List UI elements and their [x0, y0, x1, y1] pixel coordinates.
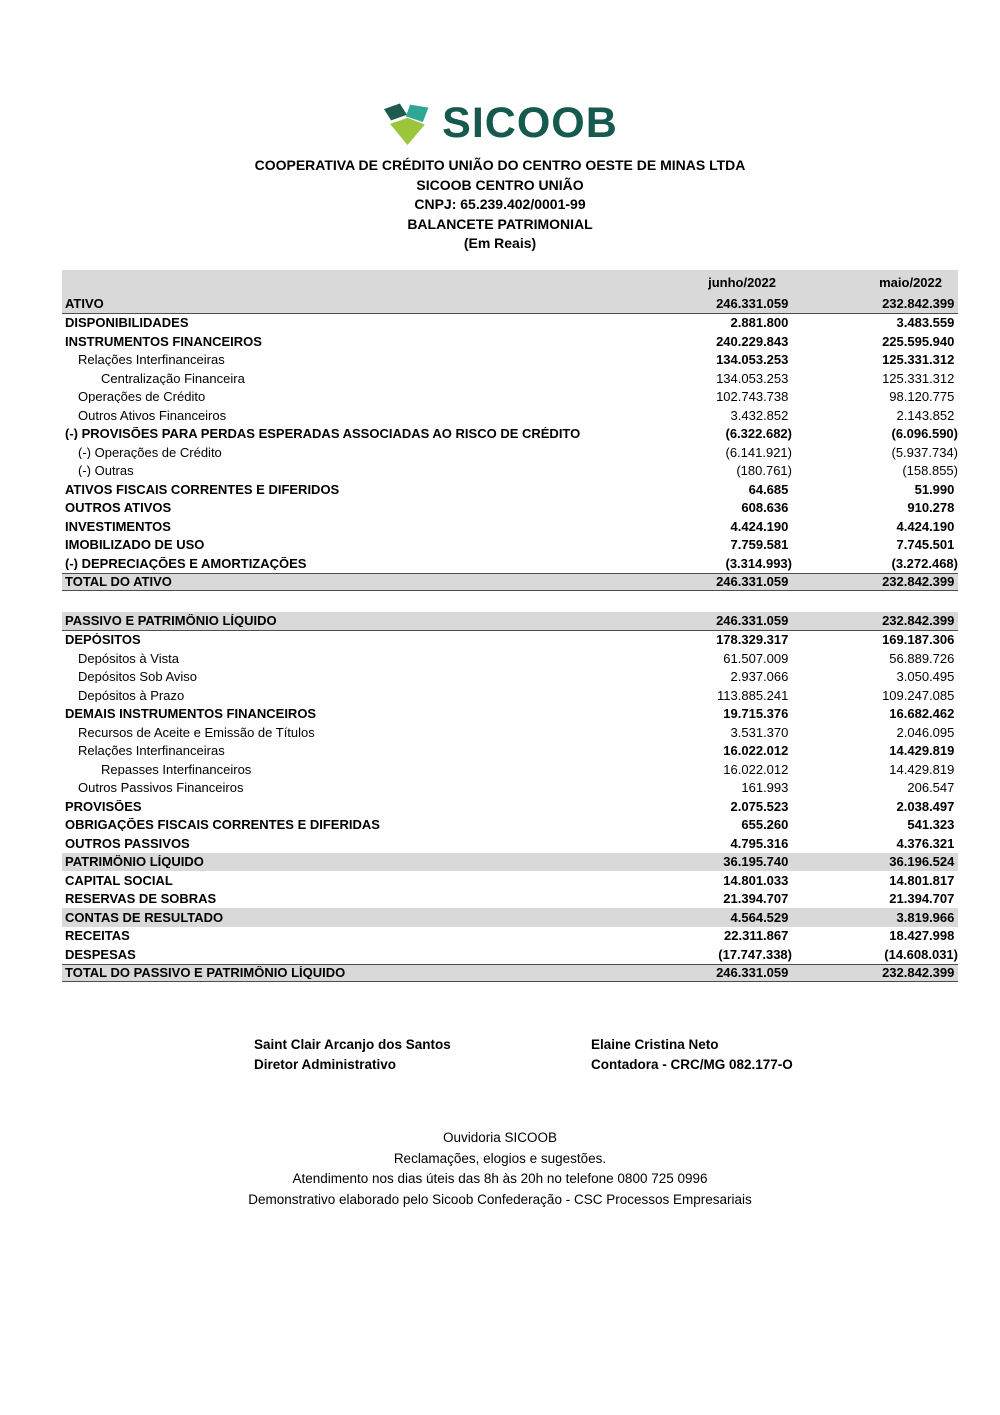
- table-row: [62, 612, 958, 631]
- row-label: PASSIVO E PATRIMÔNIO LÍQUIDO: [65, 614, 277, 628]
- row-value-maio: 125.331.312: [882, 370, 955, 386]
- table-row: [62, 332, 958, 351]
- row-label: OBRIGAÇÕES FISCAIS CORRENTES E DIFERIDAS: [65, 818, 380, 832]
- row-value-junho: 655.260: [741, 817, 789, 833]
- table-row: [62, 314, 958, 333]
- row-value-junho: 246.331.059: [716, 574, 789, 590]
- row-value-maio: 169.187.306: [882, 632, 955, 648]
- row-label: PATRIMÔNIO LÍQUIDO: [65, 855, 204, 869]
- table-row: [62, 742, 958, 761]
- balance-table: [62, 270, 958, 982]
- entity-name: SICOOB CENTRO UNIÃO: [416, 176, 584, 193]
- row-label: ATIVO: [65, 297, 104, 311]
- cnpj-line: CNPJ: 65.239.402/0001-99: [414, 196, 586, 212]
- column-header-maio: maio/2022: [879, 275, 942, 290]
- row-value-maio: 7.745.501: [896, 537, 955, 553]
- row-value-junho: 240.229.843: [716, 333, 789, 349]
- footer-line-demonstrativo: Demonstrativo elaborado pelo Sicoob Confederação - CSC Processos Empresariais: [248, 1191, 752, 1207]
- table-row: [62, 388, 958, 407]
- row-label: Relações Interfinanceiras: [78, 353, 225, 367]
- row-value-maio: 232.842.399: [882, 965, 955, 981]
- report-title: BALANCETE PATRIMONIAL: [407, 215, 593, 232]
- row-label: ATIVOS FISCAIS CORRENTES E DIFERIDOS: [65, 482, 340, 496]
- row-label: (-) Operações de Crédito: [78, 445, 222, 459]
- table-row: [62, 705, 958, 724]
- table-row: [62, 853, 958, 872]
- table-row: [62, 668, 958, 687]
- table-row: [62, 462, 958, 481]
- row-value-junho: 113.885.241: [717, 687, 789, 703]
- row-label: Depósitos à Prazo: [78, 688, 185, 702]
- table-row: [62, 927, 958, 946]
- row-value-junho: 4.424.190: [730, 518, 789, 534]
- sicoob-logo: [0, 101, 1000, 146]
- sicoob-logo-icon: [382, 101, 434, 146]
- row-value-maio: 3.483.559: [896, 315, 955, 331]
- sicoob-logo-text: SICOOB: [442, 99, 618, 147]
- table-row: [62, 351, 958, 370]
- table-header-row: [62, 270, 958, 295]
- table-row: [62, 890, 958, 909]
- table-row: [62, 779, 958, 798]
- row-value-maio: 4.424.190: [896, 518, 955, 534]
- row-value-maio: 3.819.966: [896, 909, 955, 925]
- row-label: RESERVAS DE SOBRAS: [65, 892, 217, 906]
- row-value-maio: 2.143.852: [896, 407, 955, 423]
- signer-role: Diretor Administrativo: [254, 1057, 397, 1072]
- row-value-junho: 14.801.033: [723, 872, 789, 888]
- row-value-junho: 4.795.316: [730, 835, 789, 851]
- table-row: [62, 631, 958, 650]
- row-value-maio: 225.595.940: [882, 333, 955, 349]
- row-value-maio: (158.855): [902, 463, 958, 479]
- signature-right: [591, 1035, 793, 1075]
- row-value-junho: 61.507.009: [723, 650, 789, 666]
- row-value-maio: 14.429.819: [889, 761, 955, 777]
- row-value-maio: (6.096.590): [891, 426, 958, 442]
- row-value-junho: 608.636: [741, 500, 789, 516]
- row-value-maio: (5.937.734): [891, 444, 958, 460]
- row-value-junho: 246.331.059: [716, 296, 789, 312]
- row-label: TOTAL DO PASSIVO E PATRIMÔNIO LÍQUIDO: [65, 966, 346, 980]
- document-footer: [0, 1128, 1000, 1210]
- row-label: Centralização Financeira: [101, 371, 245, 385]
- table-row: [62, 425, 958, 444]
- row-value-junho: 102.743.738: [716, 389, 789, 405]
- row-label: OUTROS PASSIVOS: [65, 836, 190, 850]
- row-label: Operações de Crédito: [78, 390, 206, 404]
- row-value-junho: 7.759.581: [730, 537, 789, 553]
- row-value-junho: 21.394.707: [723, 891, 789, 907]
- row-value-maio: 16.682.462: [889, 706, 955, 722]
- row-value-maio: 3.050.495: [896, 669, 955, 685]
- table-row: [62, 536, 958, 555]
- signer-name: Elaine Cristina Neto: [591, 1037, 719, 1052]
- row-value-junho: 3.531.370: [730, 724, 789, 740]
- row-value-junho: (3.314.993): [725, 555, 792, 571]
- footer-line-atendimento: Atendimento nos dias úteis das 8h às 20h no telefone 0800 725 0996: [292, 1171, 708, 1186]
- row-value-maio: 14.429.819: [889, 743, 955, 759]
- row-value-junho: 16.022.012: [723, 743, 789, 759]
- table-row: [62, 964, 958, 983]
- row-value-junho: 3.432.852: [730, 407, 789, 423]
- row-label: TOTAL DO ATIVO: [65, 575, 172, 589]
- currency-note: (Em Reais): [463, 235, 537, 251]
- company-name: COOPERATIVA DE CRÉDITO UNIÃO DO CENTRO OESTE DE MINAS LTDA: [254, 157, 746, 173]
- table-row: [62, 406, 958, 425]
- table-row: [62, 573, 958, 592]
- row-value-junho: 161.993: [741, 780, 789, 796]
- row-value-junho: 22.311.867: [724, 928, 789, 944]
- row-value-maio: 18.427.998: [889, 928, 955, 944]
- row-value-junho: 246.331.059: [716, 613, 789, 629]
- row-value-maio: 56.889.726: [889, 650, 955, 666]
- table-row: [62, 649, 958, 668]
- row-value-junho: 19.715.376: [723, 706, 789, 722]
- signer-name: Saint Clair Arcanjo dos Santos: [254, 1037, 451, 1052]
- row-value-maio: 109.247.085: [882, 687, 955, 703]
- row-label: IMOBILIZADO DE USO: [65, 538, 205, 552]
- row-value-junho: (6.322.682): [725, 426, 792, 442]
- row-value-junho: 2.075.523: [730, 798, 789, 814]
- row-value-maio: 21.394.707: [889, 891, 955, 907]
- table-row: [62, 480, 958, 499]
- row-label: Depósitos à Vista: [78, 651, 179, 665]
- row-value-maio: 4.376.321: [896, 835, 955, 851]
- table-row: [62, 369, 958, 388]
- row-label: PROVISÕES: [65, 799, 142, 813]
- table-row: [62, 517, 958, 536]
- row-label: OUTROS ATIVOS: [65, 501, 172, 515]
- table-row: [62, 443, 958, 462]
- row-label: DISPONIBILIDADES: [65, 316, 189, 330]
- row-label: DESPESAS: [65, 947, 136, 961]
- table-row: [62, 797, 958, 816]
- row-value-junho: 134.053.253: [716, 352, 789, 368]
- column-header-junho: junho/2022: [708, 275, 776, 290]
- row-label: (-) PROVISÕES PARA PERDAS ESPERADAS ASSOCIADAS AO RISCO DE CRÉDITO: [65, 427, 581, 441]
- row-value-maio: 2.038.497: [896, 798, 955, 814]
- row-value-maio: (3.272.468): [891, 555, 958, 571]
- table-row: [62, 908, 958, 927]
- row-value-junho: 36.195.740: [723, 854, 789, 870]
- table-row: [62, 945, 958, 964]
- table-row: [62, 499, 958, 518]
- table-row: [62, 686, 958, 705]
- row-value-maio: 232.842.399: [882, 613, 955, 629]
- table-body: [62, 295, 958, 982]
- row-value-junho: 178.329.317: [716, 632, 789, 648]
- row-value-maio: 2.046.095: [896, 724, 955, 740]
- row-value-maio: 51.990: [914, 481, 955, 497]
- table-row: [62, 554, 958, 573]
- row-label: Depósitos Sob Aviso: [78, 670, 197, 684]
- row-label: Outros Ativos Financeiros: [78, 408, 227, 422]
- row-value-maio: 98.120.775: [889, 389, 955, 405]
- row-value-maio: (14.608.031): [884, 946, 958, 962]
- row-label: (-) DEPRECIAÇÕES E AMORTIZAÇÕES: [65, 556, 307, 570]
- row-label: Relações Interfinanceiras: [78, 744, 225, 758]
- row-value-maio: 125.331.312: [882, 352, 955, 368]
- row-value-junho: 246.331.059: [716, 965, 789, 981]
- row-value-maio: 541.323: [907, 817, 955, 833]
- row-value-maio: 14.801.817: [889, 872, 955, 888]
- row-label: DEMAIS INSTRUMENTOS FINANCEIROS: [65, 707, 317, 721]
- row-label: INSTRUMENTOS FINANCEIROS: [65, 334, 262, 348]
- footer-line-ouvidoria: Ouvidoria SICOOB: [442, 1130, 558, 1145]
- row-value-junho: 134.053.253: [716, 370, 789, 386]
- row-value-junho: 4.564.529: [730, 909, 789, 925]
- signature-left: [254, 1035, 451, 1075]
- table-row: [62, 295, 958, 314]
- footer-line-reclamacoes: Reclamações, elogios e sugestões.: [393, 1150, 607, 1166]
- row-value-junho: (180.761): [736, 463, 792, 479]
- row-value-maio: 910.278: [907, 500, 955, 516]
- row-value-junho: (17.747.338): [718, 946, 792, 962]
- row-value-junho: 64.685: [748, 481, 789, 497]
- table-row: [62, 816, 958, 835]
- row-value-junho: 2.937.066: [730, 669, 789, 685]
- row-label: RECEITAS: [65, 929, 130, 943]
- row-value-junho: 2.881.800: [730, 315, 789, 331]
- row-label: Repasses Interfinanceiros: [101, 762, 252, 776]
- row-label: (-) Outras: [78, 464, 134, 478]
- spacer-row: [62, 591, 958, 612]
- document-header: [0, 156, 1000, 254]
- row-label: Recursos de Aceite e Emissão de Títulos: [78, 725, 315, 739]
- signer-role: Contadora - CRC/MG 082.177-O: [591, 1057, 793, 1072]
- row-label: DEPÓSITOS: [65, 633, 141, 647]
- row-label: Outros Passivos Financeiros: [78, 781, 244, 795]
- table-row: [62, 723, 958, 742]
- row-value-maio: 232.842.399: [882, 574, 955, 590]
- row-value-junho: 16.022.012: [723, 761, 789, 777]
- row-label: INVESTIMENTOS: [65, 519, 171, 533]
- table-row: [62, 871, 958, 890]
- table-row: [62, 760, 958, 779]
- row-value-junho: (6.141.921): [725, 444, 792, 460]
- row-label: CAPITAL SOCIAL: [65, 873, 173, 887]
- row-value-maio: 206.547: [907, 780, 955, 796]
- row-value-maio: 36.196.524: [889, 854, 955, 870]
- row-value-maio: 232.842.399: [882, 296, 955, 312]
- table-row: [62, 834, 958, 853]
- row-label: CONTAS DE RESULTADO: [65, 910, 224, 924]
